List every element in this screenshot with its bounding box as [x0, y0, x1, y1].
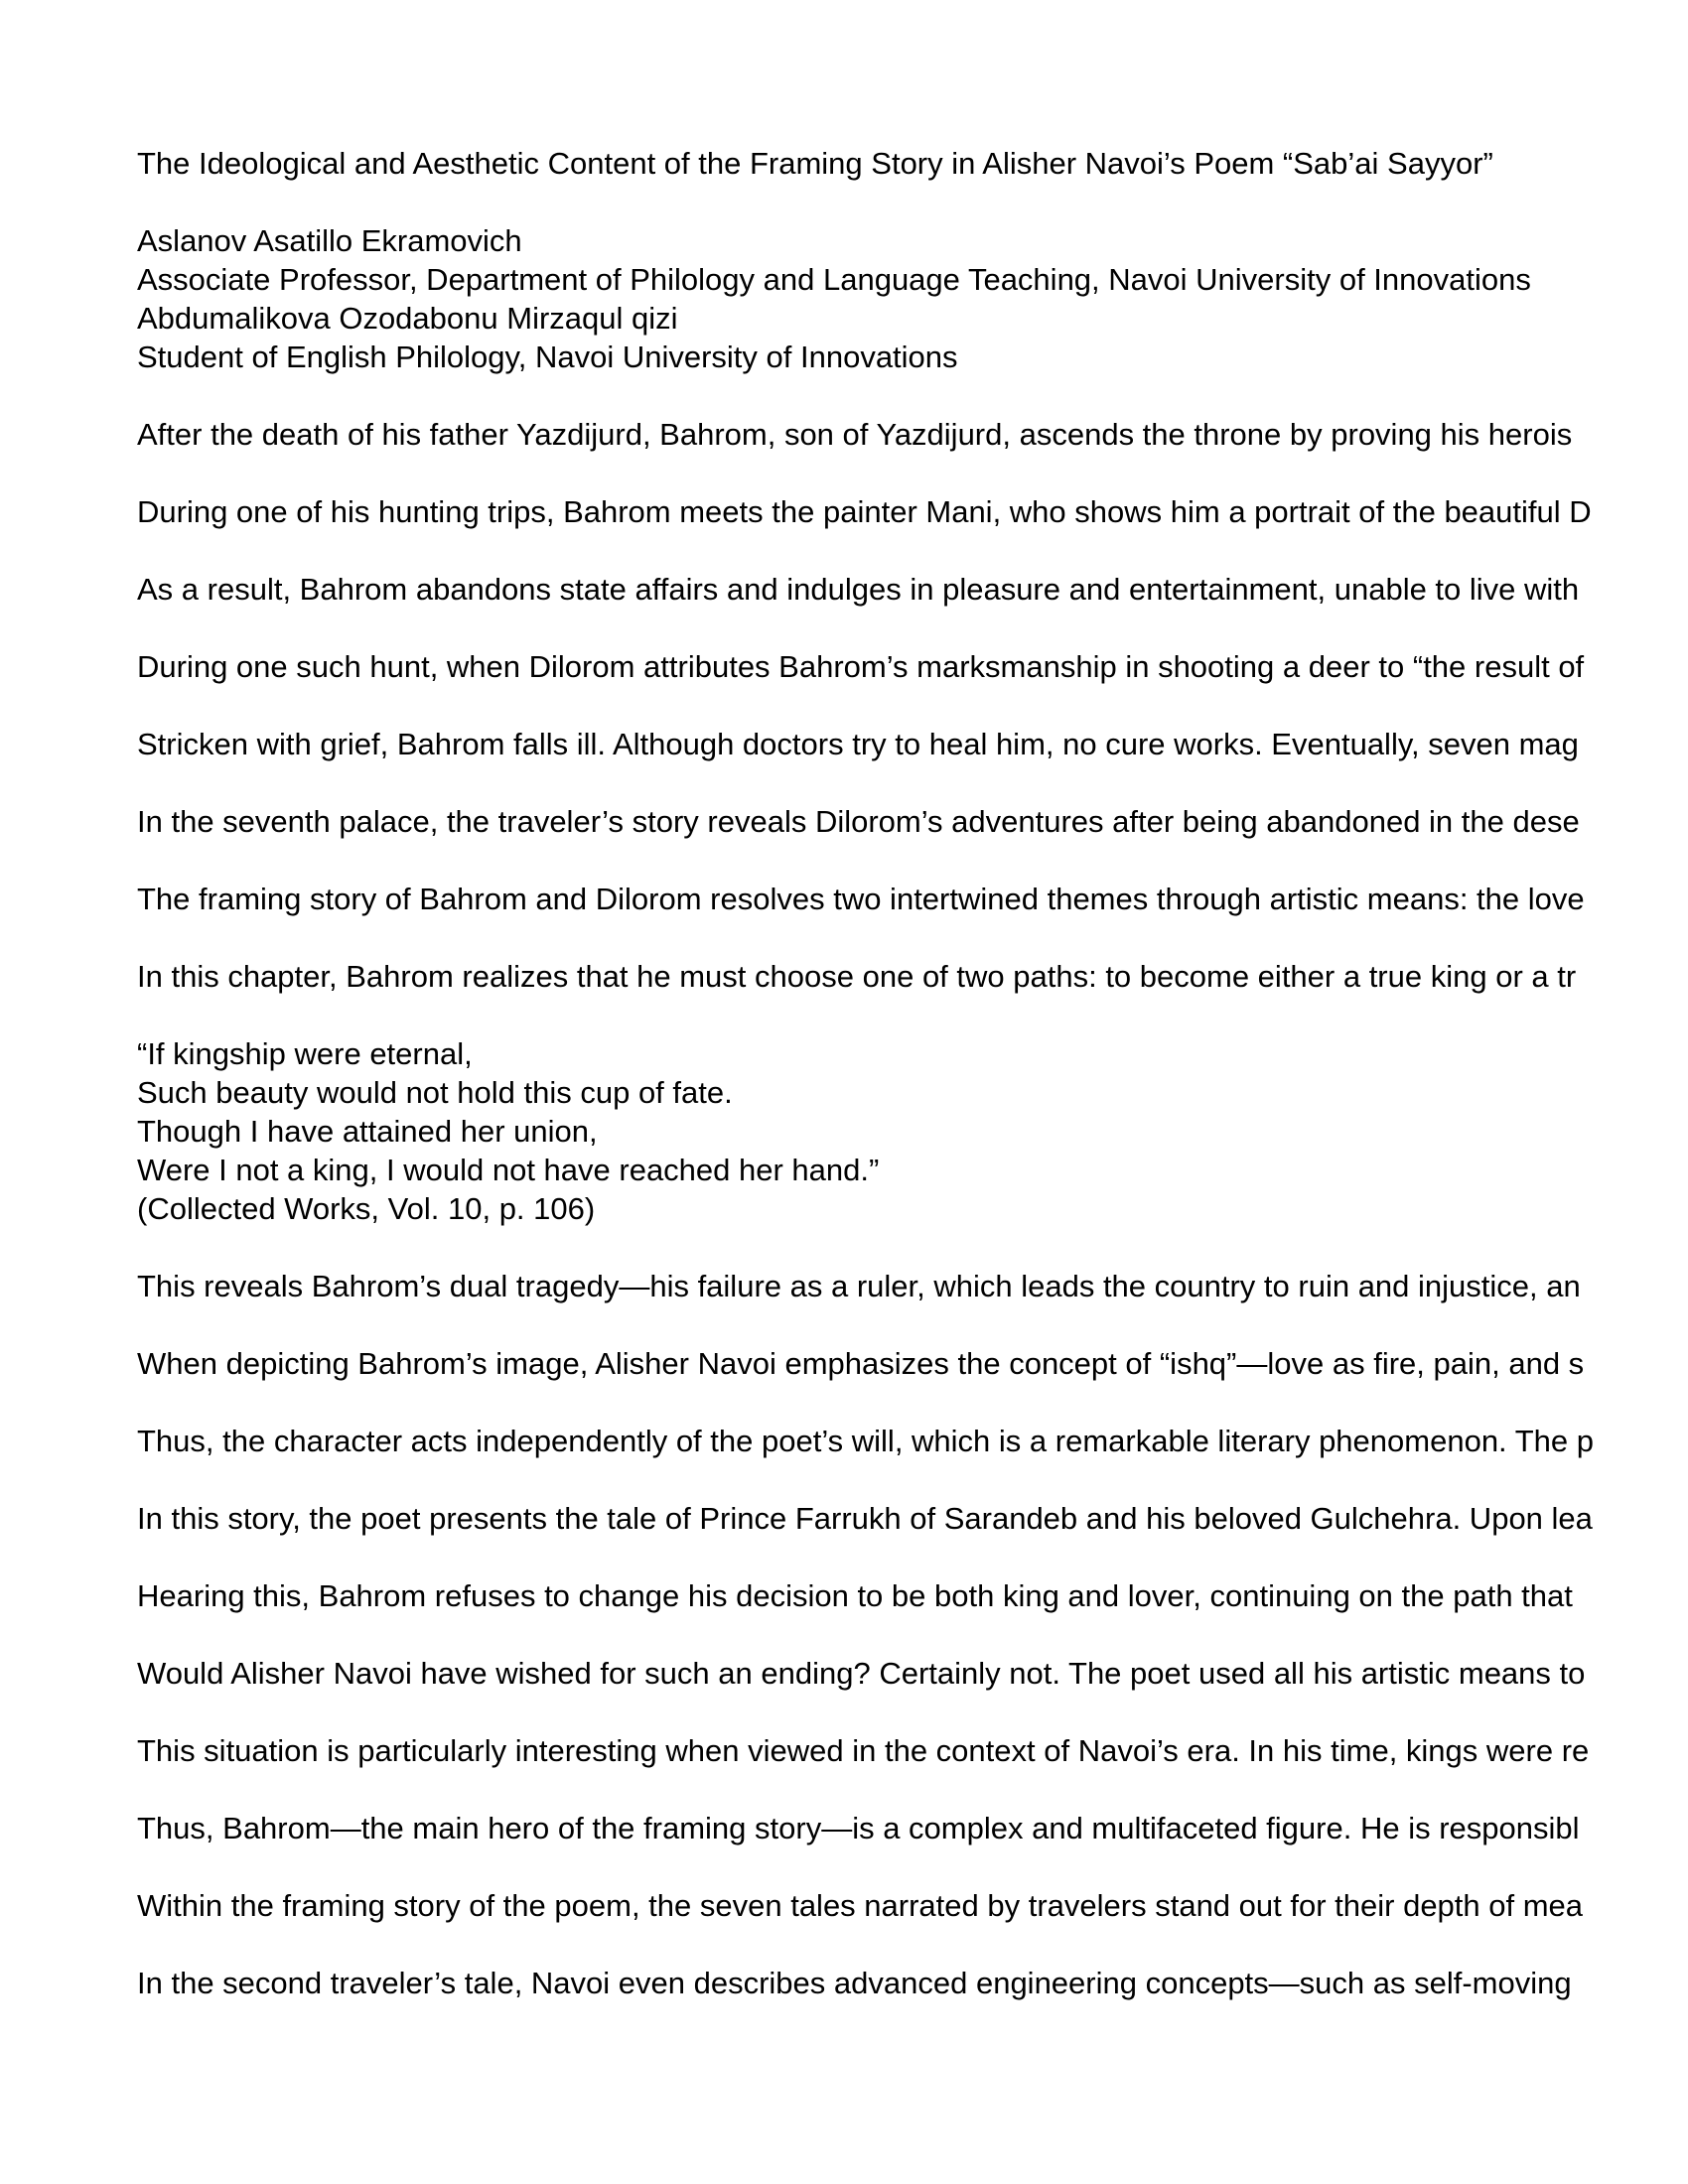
- paragraph: After the death of his father Yazdijurd, Bahrom, son of Yazdijurd, ascends the throne by proving his herois: [137, 417, 1573, 452]
- paragraph: Thus, the character acts independently of the poet’s will, which is a remarkable literary phenomenon. The p: [137, 1424, 1594, 1458]
- paragraph: Thus, Bahrom—the main hero of the framing story—is a complex and multifaceted figure. He is responsibl: [137, 1811, 1580, 1845]
- document-body: [137, 144, 1688, 2002]
- paragraph: In this story, the poet presents the tale of Prince Farrukh of Sarandeb and his beloved Gulchehra. Upon lea: [137, 1501, 1593, 1536]
- spacer: [137, 1770, 1688, 1809]
- paragraph: During one such hunt, when Dilorom attributes Bahrom’s marksmanship in shooting a deer to “the result of: [137, 649, 1585, 684]
- author-affiliation: Student of English Philology, Navoi University of Innovations: [137, 340, 958, 374]
- author-name: Abdumalikova Ozodabonu Mirzaqul qizi: [137, 301, 678, 336]
- spacer: [137, 609, 1688, 647]
- spacer: [137, 1228, 1688, 1267]
- verse-line: Though I have attained her union,: [137, 1114, 598, 1149]
- author-name: Aslanov Asatillo Ekramovich: [137, 223, 522, 258]
- spacer: [137, 1925, 1688, 1964]
- spacer: [137, 686, 1688, 725]
- paragraph: Would Alisher Navoi have wished for such an ending? Certainly not. The poet used all his artistic means to: [137, 1656, 1586, 1691]
- paragraph: As a result, Bahrom abandons state affairs and indulges in pleasure and entertainment, unable to live with: [137, 572, 1580, 607]
- spacer: [137, 454, 1688, 492]
- author-affiliation: Associate Professor, Department of Philology and Language Teaching, Navoi University of Innovations: [137, 262, 1531, 297]
- paragraph: When depicting Bahrom’s image, Alisher Navoi emphasizes the concept of “ishq”—love as fire, pain, and s: [137, 1346, 1585, 1381]
- spacer: [137, 1460, 1688, 1499]
- spacer: [137, 763, 1688, 802]
- spacer: [137, 996, 1688, 1034]
- spacer: [137, 1615, 1688, 1654]
- spacer: [137, 1693, 1688, 1731]
- paragraph: In this chapter, Bahrom realizes that he must choose one of two paths: to become either a true king or a tr: [137, 959, 1577, 994]
- paragraph: Within the framing story of the poem, the seven tales narrated by travelers stand out for their depth of mea: [137, 1888, 1584, 1923]
- paragraph: This situation is particularly interesting when viewed in the context of Navoi’s era. In his time, kings were re: [137, 1733, 1590, 1768]
- spacer: [137, 1383, 1688, 1422]
- spacer: [137, 1538, 1688, 1576]
- verse-line: “If kingship were eternal,: [137, 1036, 473, 1071]
- spacer: [137, 1305, 1688, 1344]
- spacer: [137, 1847, 1688, 1886]
- spacer: [137, 841, 1688, 880]
- verse-line: Such beauty would not hold this cup of fate.: [137, 1075, 733, 1110]
- paragraph: Hearing this, Bahrom refuses to change his decision to be both king and lover, continuing on the path that: [137, 1578, 1573, 1613]
- verse-citation: (Collected Works, Vol. 10, p. 106): [137, 1191, 596, 1226]
- document-title: The Ideological and Aesthetic Content of the Framing Story in Alisher Navoi’s Poem “Sab’ai Sayyor”: [137, 146, 1493, 181]
- paragraph: The framing story of Bahrom and Dilorom resolves two intertwined themes through artistic means: the love: [137, 882, 1585, 916]
- paragraph: In the seventh palace, the traveler’s story reveals Dilorom’s adventures after being abandoned in the dese: [137, 804, 1580, 839]
- spacer: [137, 183, 1688, 221]
- spacer: [137, 376, 1688, 415]
- paragraph: This reveals Bahrom’s dual tragedy—his failure as a ruler, which leads the country to ruin and injustice, an: [137, 1269, 1581, 1303]
- paragraph: Stricken with grief, Bahrom falls ill. Although doctors try to heal him, no cure works. Eventually, seven mag: [137, 727, 1579, 761]
- spacer: [137, 531, 1688, 570]
- paragraph: During one of his hunting trips, Bahrom meets the painter Mani, who shows him a portrait of the beautiful D: [137, 494, 1592, 529]
- paragraph: In the second traveler’s tale, Navoi even describes advanced engineering concepts—such as self-moving: [137, 1966, 1572, 2000]
- spacer: [137, 918, 1688, 957]
- verse-line: Were I not a king, I would not have reached her hand.”: [137, 1153, 880, 1187]
